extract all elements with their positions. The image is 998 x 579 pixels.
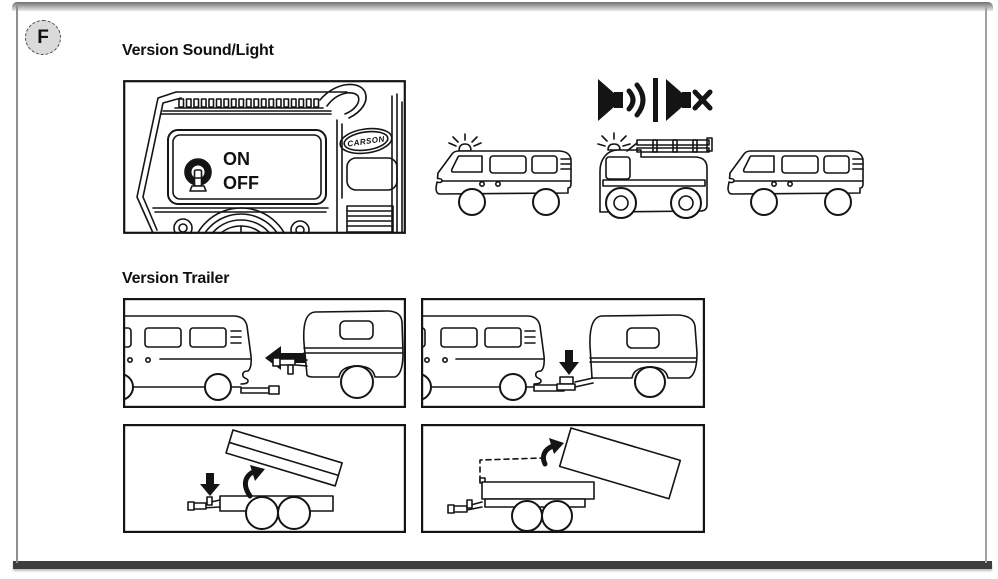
caravan [590,315,697,397]
side-window [782,156,818,173]
off-label: OFF [223,173,259,193]
step-f-badge [25,20,61,55]
heading-sound-light: Version Sound/Light [122,42,274,59]
caravan-window [627,328,659,348]
wheel [751,189,777,215]
wheel [533,189,559,215]
beacon-icon [598,133,630,150]
wheel [606,188,636,218]
side-window [490,156,526,173]
divider-bar [653,78,658,122]
tow-bar [241,388,269,393]
rotate-arrow [245,465,265,496]
side-vents [347,206,393,232]
trailer-panel-remove-bed [421,424,705,533]
coupling-pin [288,365,293,374]
scan-edge-top [12,2,993,11]
wheel [246,497,278,529]
wheel [671,188,701,218]
down-arrow [559,350,579,375]
coupling-pin [467,500,472,508]
coupling [279,359,295,365]
on-label: ON [223,149,250,169]
wheel [542,501,572,531]
fire-truck-illustration [591,124,716,219]
scan-edge-left [16,6,18,563]
down-arrow [200,473,220,496]
side-window [532,156,557,173]
step-f-label: F [37,26,49,48]
van-rear [123,316,279,400]
switch-plate [168,130,326,204]
speaker-muted-icon [666,79,710,121]
coupling-pin [207,497,212,505]
wheel [459,189,485,215]
trailer-panel-approach [123,298,406,408]
scan-edge-bottom [13,561,992,569]
coupling [453,506,467,512]
side-window [824,156,849,173]
caravan-window [340,321,373,339]
mute-x-icon [695,92,710,108]
platform [482,482,594,499]
van-with-beacon-illustration [432,126,582,218]
wheel [278,497,310,529]
speaker-sound-on-icon [598,79,643,121]
tipper-bed [226,430,342,486]
wheel [341,366,373,398]
coupling-connected [557,377,593,390]
wheel [825,189,851,215]
trailer-panel-coupled [421,298,705,408]
previous-position-dashed [480,458,543,481]
brand-logo [339,125,394,156]
grille-comb [179,99,319,107]
cab-window [606,157,630,179]
trailer-panel-tilt-bed [123,424,406,533]
coupling [193,503,206,509]
beacon-icon [449,134,481,151]
wheel [512,501,542,531]
audio-icons [598,76,713,126]
scan-edge-right [985,6,987,563]
van-rear [421,316,564,400]
onoff-switch-illustration [123,80,406,234]
brand-text: CARSON [346,134,386,149]
van-plain-illustration [724,126,874,218]
heading-trailer: Version Trailer [122,270,230,287]
wheel [635,367,665,397]
